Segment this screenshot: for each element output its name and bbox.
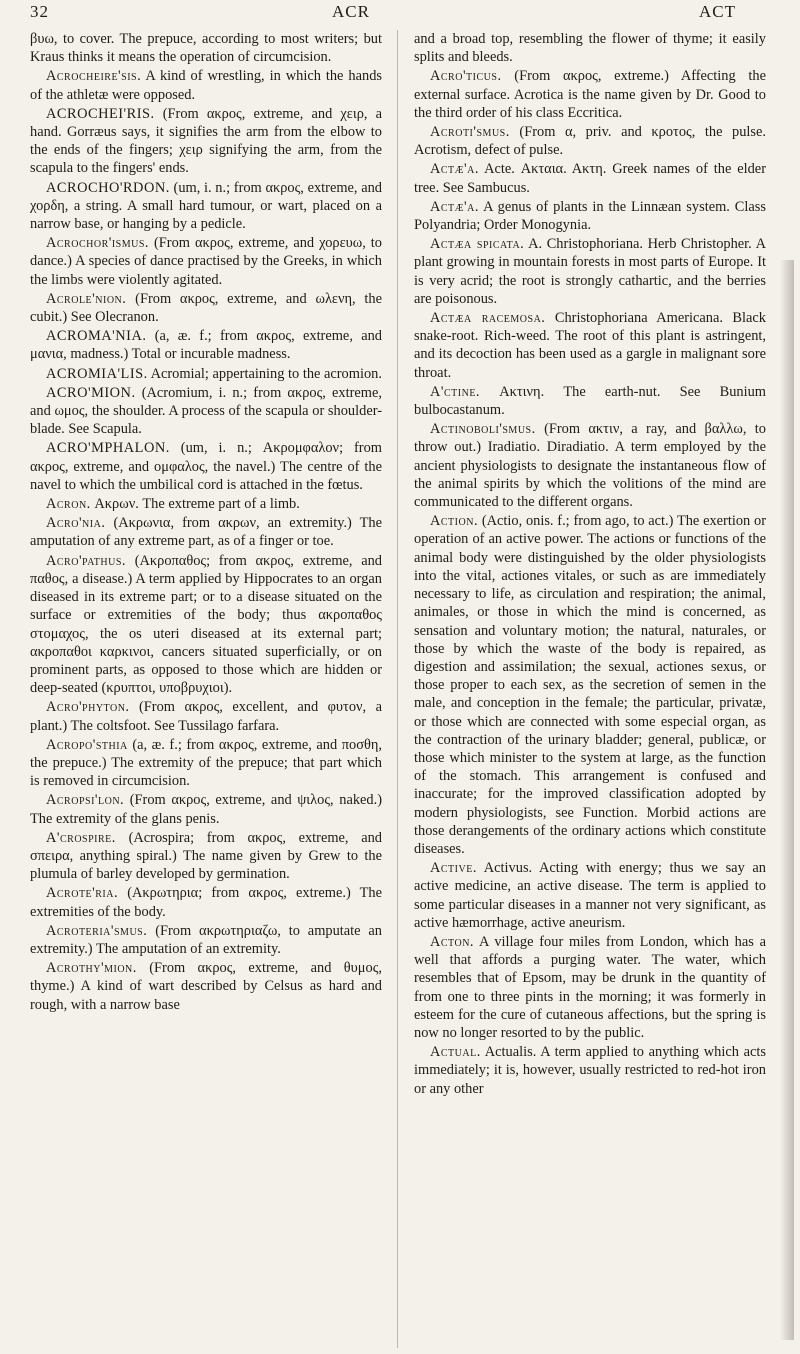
entry-definition: A village four miles from London, which has a well that affords a purging water. The water, which resembles that of Epsom, may be drunk in the quantity of from one to three pints in the morning; it was formerly in esteem for the cure of cutaneous affections, but the spring is now no longer resorted to by the public. bbox=[414, 933, 766, 1041]
dictionary-entry bbox=[30, 922, 382, 958]
dictionary-entry bbox=[414, 420, 766, 511]
entry-definition: A kind of wrestling, in which the hands of the athletæ were opposed. bbox=[30, 68, 382, 103]
dictionary-entry bbox=[30, 514, 382, 550]
entry-headword: Acrote'ria. bbox=[46, 885, 119, 902]
left-column bbox=[30, 30, 382, 1015]
entry-definition: βυω, to cover. The prepuce, according to most writers; but Kraus thinks it means the operation of circumcision. bbox=[30, 31, 382, 66]
entry-definition: (Ακρωνια, from ακρων, an extremity.) The amputation of any extreme part, as of a finger or toe. bbox=[30, 515, 382, 550]
dictionary-entry bbox=[30, 290, 382, 326]
entry-headword: Actæ'a. bbox=[430, 198, 479, 215]
dictionary-entry bbox=[30, 495, 382, 513]
entry-definition: Actualis. A term applied to anything which acts immediately; it is, however, usually restricted to red-hot iron or any other bbox=[414, 1044, 766, 1097]
entry-headword: Actual. bbox=[430, 1044, 481, 1061]
entry-headword: Acroti'smus. bbox=[430, 124, 510, 141]
entry-definition: Acromial; appertaining to the acromion. bbox=[150, 365, 382, 382]
dictionary-entry bbox=[30, 179, 382, 234]
dictionary-entry bbox=[30, 234, 382, 289]
entry-definition: (Acromium, i. n.; from ακρος, extreme, and ωμος, the shoulder. A process of the scapula or shoulder-blade. See Scapula. bbox=[30, 384, 382, 438]
entry-definition: Ακρων. The extreme part of a limb. bbox=[94, 496, 300, 513]
entry-definition: (Acrospira; from ακρος, extreme, and σπειρα, anything spiral.) The name given by Grew to the plumula of barley developed by germination. bbox=[30, 829, 382, 883]
entry-headword: ACROCHO'RDON. bbox=[46, 179, 170, 196]
entry-headword: Acroteria'smus. bbox=[46, 922, 148, 939]
entry-headword: Acrothy'mion. bbox=[46, 960, 137, 977]
entry-definition: (Ακρωτηρια; from ακρος, extreme.) The extremities of the body. bbox=[30, 885, 382, 920]
right-column bbox=[414, 30, 766, 1099]
dictionary-entry bbox=[414, 1043, 766, 1098]
dictionary-entry bbox=[414, 123, 766, 159]
entry-definition: Christophoriana Americana. Black snake-root. Rich-weed. The root of this plant is astringent, and its decoction has been used as a gargle in malignant sore throat. bbox=[414, 310, 766, 381]
dictionary-entry bbox=[30, 829, 382, 884]
entry-definition: and a broad top, resembling the flower of thyme; it easily splits and bleeds. bbox=[414, 31, 766, 66]
entry-headword: Acrole'nion. bbox=[46, 290, 127, 307]
running-header bbox=[30, 2, 766, 28]
entry-headword: ACROCHEI'RIS. bbox=[46, 105, 155, 122]
dictionary-entry bbox=[414, 160, 766, 196]
entry-definition: (um, i. n.; Ακρομφαλον; from ακρος, extreme, and ομφαλος, the navel.) The centre of the navel to which the umbilical cord is attached in the fœtus. bbox=[30, 440, 382, 493]
dictionary-entry bbox=[414, 383, 766, 419]
dictionary-entry bbox=[30, 384, 382, 439]
dictionary-entry bbox=[414, 309, 766, 382]
entry-definition: (From ακρος, extreme, and χειρ, a hand. Gorræus says, it signifies the arm from the elbow to the ends of the fingers; χειρ signifying the arm, from the scapula to the fingers' ends. bbox=[30, 105, 382, 177]
entry-definition: (From ακρος, extreme, and θυμος, thyme.) A kind of wart described by Celsus as hard and rough, with a narrow base bbox=[30, 960, 382, 1013]
entry-headword: Acro'ticus. bbox=[430, 68, 502, 85]
right-running-head: ACT bbox=[699, 2, 736, 21]
dictionary-entry bbox=[414, 30, 766, 66]
entry-definition: A genus of plants in the Linnæan system. Class Polyandria; Order Monogynia. bbox=[414, 198, 766, 234]
dictionary-entry bbox=[30, 365, 382, 383]
entry-headword: Acro'pathus. bbox=[46, 552, 127, 569]
entry-headword: Active. bbox=[430, 860, 477, 877]
entry-headword: Acro'phyton. bbox=[46, 699, 130, 716]
column-divider bbox=[397, 30, 398, 1348]
entry-headword: Acron. bbox=[46, 496, 91, 513]
entry-definition: Ακτινη. The earth-nut. See Bunium bulbocastanum. bbox=[414, 383, 766, 419]
entry-definition: (From ακρος, extreme, and ωλενη, the cubit.) See Olecranon. bbox=[30, 290, 382, 326]
entry-headword: ACROMIA'LIS. bbox=[46, 365, 148, 382]
entry-headword: Actæa spicata. bbox=[430, 236, 525, 253]
dictionary-entry bbox=[30, 736, 382, 791]
left-running-head: ACR bbox=[332, 2, 370, 21]
entry-headword: ACRO'MPHALON. bbox=[46, 440, 170, 457]
entry-headword: Acro'nia. bbox=[46, 515, 106, 532]
entry-definition: (From ακρος, excellent, and φυτον, a plant.) The coltsfoot. See Tussilago farfara. bbox=[30, 699, 382, 734]
dictionary-entry bbox=[30, 30, 382, 66]
entry-definition: (um, i. n.; from ακρος, extreme, and χορδη, a string. A small hard tumour, or wart, placed on a narrow base, or hanging by a pedicle. bbox=[30, 179, 383, 233]
dictionary-entry bbox=[414, 512, 766, 858]
dictionary-entry bbox=[414, 933, 766, 1042]
entry-headword: Acropsi'lon. bbox=[46, 792, 125, 809]
entry-headword: ACROMA'NIA. bbox=[46, 328, 147, 345]
entry-headword: Actinoboli'smus. bbox=[430, 421, 536, 438]
entry-definition: Activus. Acting with energy; thus we say an active medicine, an active disease. The term is applied to some particular diseases in a manner not very significant, as active hæmorrhage, active aneurism. bbox=[414, 860, 766, 931]
dictionary-entry bbox=[30, 959, 382, 1014]
entry-headword: Acrochor'ismus. bbox=[46, 235, 149, 252]
entry-definition: (Actio, onis. f.; from ago, to act.) The exertion or operation of an active power. The actions or functions of the animal body were distinguished by the older physiologists into the vital, actiones vitales, or such as are immediately necessary to life, as circulation and respiration; the animal, animales, or those in which the mind is concerned, as sensation and voluntary motion; the natural, naturales, or those by which the waste of the body is repaired, as digestion and assimilation; the sexual, actiones sexus, or those proper to each sex, as the secretion of semen in the male, and conception in the female; the particular, privatæ, or those which are connected with some especial organ, as the contraction of the urinary bladder; general, publicæ, or those which minister to the system at large, as the function of the stomach. This arrangement is confused and inaccurate; for the improved classification adopted by modern physiologists, see Function. Morbid actions are those derangements of the ordinary actions which constitute diseases. bbox=[414, 513, 766, 857]
entry-headword: A'crospire. bbox=[46, 829, 116, 846]
entry-definition: (Ακροπαθος; from ακρος, extreme, and παθος, a disease.) A term applied by Hippocrates to an organ diseased in its extreme part; or to a disease situated on the surface or extremities of the body; thus ακροπαθος στομαχος, the os uteri diseased at its external part; ακροπαθοι καρκινοι, cancers situated superficially, or on prominent parts, as opposed to those which are hidden or deep-seated (κρυπτοι, υποβρυχιοι). bbox=[30, 552, 382, 697]
entry-definition: (From ακρος, extreme.) Affecting the external surface. Acrotica is the name given by Dr. Good to the third order of his class Eccritica. bbox=[414, 68, 766, 121]
entry-definition: (a, æ. f.; from ακρος, extreme, and ποσθη, the prepuce.) The extremity of the prepuce; that part which is removed in circumcision. bbox=[30, 736, 382, 790]
entry-definition: Acte. Ακταια. Ακτη. Greek names of the elder tree. See Sambucus. bbox=[414, 161, 766, 196]
page-number: 32 bbox=[30, 2, 49, 21]
entry-headword: Acropo'sthia bbox=[46, 736, 128, 753]
entry-headword: Action. bbox=[430, 513, 479, 530]
dictionary-entry bbox=[30, 884, 382, 920]
page-edge-shadow bbox=[780, 260, 794, 1340]
entry-headword: Acrocheire'sis. bbox=[46, 68, 142, 85]
dictionary-entry bbox=[30, 698, 382, 734]
entry-headword: Actæa racemosa. bbox=[430, 310, 546, 327]
dictionary-entry bbox=[414, 235, 766, 308]
dictionary-entry bbox=[414, 67, 766, 122]
entry-definition: (From ακτιν, a ray, and βαλλω, to throw out.) Iradiatio. Diradiatio. A term employed by the ancient physiologists to designate the instantaneous flow of the animal spirits by which the volitions of the mind are communicated to the different organs. bbox=[414, 421, 766, 511]
entry-definition: (From ακρος, extreme, and ψιλος, naked.) The extremity of the glans penis. bbox=[30, 792, 382, 827]
entry-definition: (From ακρωτηριαζω, to amputate an extremity.) The amputation of an extremity. bbox=[30, 922, 382, 957]
dictionary-entry bbox=[30, 552, 382, 698]
dictionary-entry bbox=[414, 859, 766, 932]
entry-definition: (a, æ. f.; from ακρος, extreme, and μανια, madness.) Total or incurable madness. bbox=[30, 328, 382, 363]
entry-headword: Acton. bbox=[430, 933, 475, 950]
dictionary-entry bbox=[30, 791, 382, 827]
dictionary-entry bbox=[30, 105, 382, 178]
dictionary-entry bbox=[30, 327, 382, 363]
entry-definition: A. Christophoriana. Herb Christopher. A plant growing in mountain forests in most parts of Europe. It is very acrid; the root is strongly cathartic, and the berries are poisonous. bbox=[414, 236, 766, 307]
dictionary-entry bbox=[30, 439, 382, 494]
entry-definition: (From ακρος, extreme, and χορευω, to dance.) A species of dance practised by the Greeks, in which the limbs were violently agitated. bbox=[30, 235, 382, 288]
entry-headword: Actæ'a. bbox=[430, 161, 479, 178]
dictionary-entry bbox=[414, 198, 766, 234]
entry-headword: A'ctine. bbox=[430, 383, 481, 400]
entry-definition: (From α, priv. and κροτος, the pulse. Acrotism, defect of pulse. bbox=[414, 124, 766, 159]
entry-headword: ACRO'MION. bbox=[46, 384, 136, 401]
dictionary-entry bbox=[30, 67, 382, 103]
